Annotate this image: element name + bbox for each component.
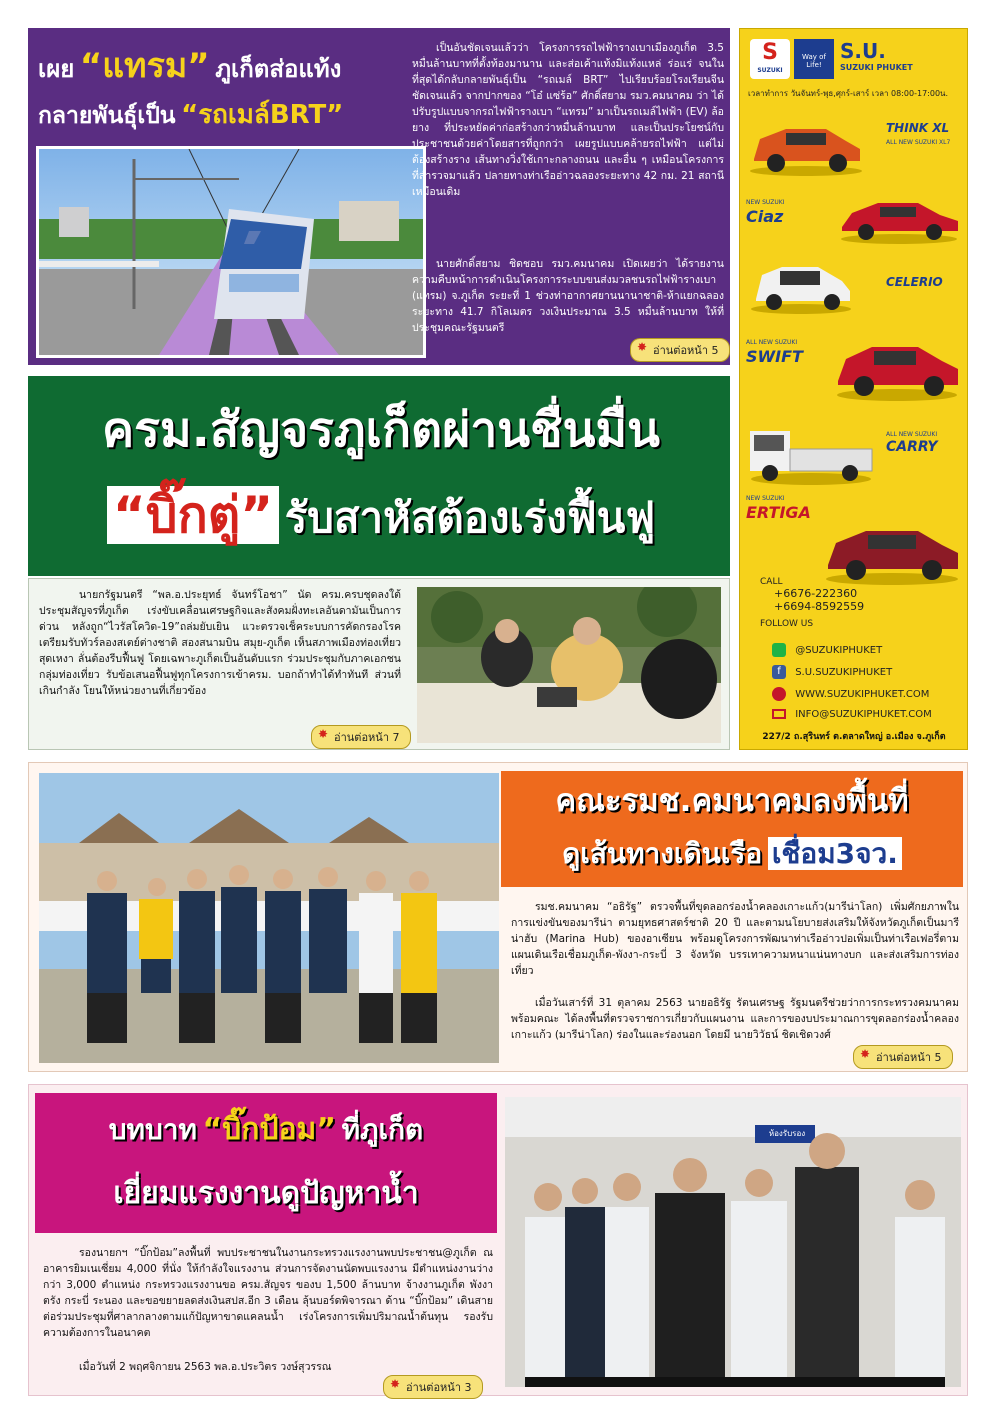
story2-read-more-label: อ่านต่อหน้า 7 [334, 731, 400, 744]
story2-paragraph: นายกรัฐมนตรี “พล.อ.ประยุทธ์ จันทร์โอชา” นัด ครม.ครบชุดลงใต้ ประชุมสัญจรที่ภูเก็ต เร่งขับเคลื่อนเศรษฐกิจและสังคมฝั่งทะเลอันดามันเป็นการด่วน หลังถูก“ไวรัสโควิด-19”ถล่มยับเยิน แวะตรวจเช็คระบบการคัดกรองโรค เตรียมรับทัวร์ลองสเตย์ต่างชาติ สองสนามบิน สมุย-ภูเก็ต เห็นสภาพเมืองท่องเที่ยวสุดเหงา ลั่นต้องรีบฟื้นฟู โดยเฉพาะภูเก็ตเป็นอันดับแรก ร่วมประชุมกับภาคเอกชนกลุ่มท่องเที่ยว รับข้อเสนอฟื้นฟูทุกโครงการเข้าครม. บอกถ้าทำได้ทำทันที ส่วนที่เกินกำลัง โยนให้หน่วยงานที่เกี่ยวข้อง [39, 589, 401, 697]
story3-paragraph2: เมื่อวันเสาร์ที่ 31 ตุลาคม 2563 นายอธิรัฐ รัตนเศรษฐ รัฐมนตรีช่วยว่าการกระทรวงคมนาคม พร้อมคณะ ได้ลงพื้นที่ตรวจราชการเกี่ยวกับแผนงาน และการของบประมาณการขุดลอกร่องน้ำคลองเกาะแก้ว (มารีน่าโลก) ร่องในและร่องนอก โดยมี นายวิวัธน์ ชิตเชิดวงศ์ [511, 997, 959, 1041]
car-ertiga[interactable] [746, 491, 962, 587]
story2-headline-rest: รับสาหัสต้องเร่งฟื้นฟู [284, 493, 656, 542]
story3-headline-line2 [507, 829, 957, 883]
story4-headline-block [35, 1093, 497, 1233]
story3-headline-line2-text: ดูเส้นทางเดินเรือ [562, 837, 763, 870]
line-icon [772, 643, 786, 657]
story3-paragraph1: รมช.คมนาคม “อธิรัฐ” ตรวจพื้นที่ขุดลอกร่องน้ำคลองเกาะแก้ว(มารีน่าโลก) เพิ่มศักยภาพในการแข่งขันของมารีน่า ตามยุทธศาสตร์ชาติ 20 ปี และตามนโยบายส่งเสริมให้จังหวัดภูเก็ตเป็นมารีน่าฮับ (Marina Hub) ของอาเซียน พร้อมดูโครงการพัฒนาท่าเรืออ่าวปอเพิ่มเป็นท่าเรือเฟอรี่ตามแผนเดินเรือเชื่อมภูเก็ต-พังงา-กระบี่ 3 จังหวัด บรรเทาความหนาแน่นทางบก และส่งเสริมการท่องเที่ยว [511, 901, 959, 977]
line-row[interactable] [772, 643, 962, 665]
story1-headline-line2-highlight: “รถเมล์BRT” [181, 100, 344, 130]
story3-headline-block [501, 771, 963, 887]
story4-headline-suffix: ที่ภูเก็ต [341, 1113, 424, 1146]
story3-headline-highlight: เชื่อม3จว. [768, 837, 902, 870]
story4-headline-prefix: บทบาท [108, 1113, 197, 1146]
story3-read-more[interactable] [853, 1045, 953, 1069]
line-handle: @SUZUKIPHUKET [795, 645, 883, 656]
story1-tram-image [36, 146, 426, 358]
follow-label: FOLLOW US [760, 619, 814, 629]
story4-labor-photo [505, 1097, 961, 1387]
story4-headline-line1 [39, 1101, 493, 1163]
story1-paragraph2: นายศักดิ์สยาม ชิดชอบ รมว.คมนาคม เปิดเผยว่า ได้รายงานความคืบหน้าการดำเนินโครงการระบบขนส่งมวลชนรถไฟฟ้ารางเบา (แทรม) จ.ภูเก็ต ระยะที่ 1 ช่วงท่าอากาศยานนานาชาติ-ห้าแยกฉลอง ระยะทาง 41.7 กิโลเมตร วงเงินประมาณ 3.5 หมื่นล้านบาท ให้ที่ประชุมคณะรัฐมนตรี [412, 258, 724, 334]
model-name-celerio: CELERIO [886, 275, 943, 289]
facebook-icon: f [772, 665, 786, 679]
suzuki-logo-icon: S SUZUKI [750, 39, 790, 79]
suzuki-brand-text: SUZUKI [757, 67, 783, 74]
story3-group-photo [39, 773, 499, 1063]
story2-read-more[interactable] [311, 725, 411, 749]
dealer-name: SUZUKI PHUKET [840, 63, 913, 72]
model-name-swift: SWIFT [746, 347, 803, 366]
email-address: INFO@SUZUKIPHUKET.COM [795, 709, 932, 720]
story4-headline-line2: เยี่ยมแรงงานดูปัญหาน้ำ [113, 1176, 419, 1211]
story4-read-more-label: อ่านต่อหน้า 3 [406, 1381, 472, 1394]
model-name-ciaz: Ciaz [746, 207, 784, 226]
story1-headline-line1 [38, 38, 430, 88]
star-icon: ✸ [637, 340, 648, 354]
suzuki-advertisement[interactable] [739, 28, 968, 750]
web-url: WWW.SUZUKIPHUKET.COM [795, 689, 930, 700]
story1-headline-highlight: “แทรม” [79, 46, 210, 86]
story4-paragraph1: รองนายกฯ “บิ๊กป้อม”ลงพื้นที่ พบประชาชนในงานกระทรวงแรงงานพบประชาชน@ภูเก็ต ณ อาคารยิมเนเซี่ยม 4,000 ที่นั่ง ให้กำลังใจแรงงาน ส่วนการจัดงานนัดพบแรงงาน มีตำแหน่งงานว่างกว่า 3,000 ตำแหน่ง กระทรวงแรงงานขอ ครม.สัญจร ของบ 1,500 ล้านบาท จ้างงานภูเก็ต พังงา ตรัง กระบี่ ระนอง และขอขยายลดส่งเงินสปส.อีก 3 เดือน ลุ้นบอร์ดพิจารณา ด้าน “บิ๊กป้อม” เดินสายต่อร่วมประชุมที่ศาลากลางตามแก้ปัญหาขาดแคลนน้ำ เร่งโครงการเพิ่มปริมาณน้ำต้นทุน รองรับความต้องการในอนาคต [43, 1247, 493, 1339]
story1-read-more[interactable] [630, 338, 730, 362]
story1-read-more-label: อ่านต่อหน้า 5 [653, 344, 719, 357]
call-label: CALL [760, 577, 783, 587]
facebook-row[interactable] [772, 665, 962, 687]
ad-address: 227/2 ถ.สุรินทร์ ต.ตลาดใหญ่ อ.เมือง จ.ภูเก็ต [762, 732, 946, 742]
story2-headline-block [28, 376, 730, 576]
car-ciaz[interactable] [746, 181, 962, 247]
photo-room-sign: ห้องรับรอง [768, 1129, 806, 1138]
story3-section [28, 762, 968, 1072]
ad-business-hours: เวลาทำการ วันจันทร์-พุธ,ศุกร์-เสาร์ เวลา 08:00-17:00น. [748, 89, 949, 98]
story1-headline-prefix: เผย [38, 55, 75, 83]
phone-1[interactable]: +6676-222360 [774, 587, 858, 600]
story2-cabinet-photo [417, 587, 721, 743]
story4-headline-highlight: “บิ๊กป้อม” [202, 1112, 337, 1147]
phone-2[interactable]: +6694-8592559 [774, 600, 865, 613]
dealer-logo-mark: S.U. [840, 39, 886, 63]
model-tag-xl7: ALL NEW SUZUKI XL7 [886, 139, 951, 146]
story2-headline-line2 [36, 476, 726, 572]
star-icon: ✸ [318, 727, 329, 741]
story1-headline-line2 [38, 94, 430, 138]
star-icon: ✸ [860, 1047, 871, 1061]
model-tag-carry: ALL NEW SUZUKI [886, 431, 938, 438]
story3-read-more-label: อ่านต่อหน้า 5 [876, 1051, 942, 1064]
brand-tagline: Way of Life! [802, 53, 826, 69]
story4-read-more[interactable] [383, 1375, 483, 1399]
ad-logo-bar [750, 37, 960, 83]
story4-paragraph2: เมื่อวันที่ 2 พฤศจิกายน 2563 พล.อ.ประวิตร วงษ์สุวรรณ [79, 1361, 332, 1373]
story1-headline-line2-prefix: กลายพันธุ์เป็น [38, 103, 176, 129]
ad-contact [760, 577, 960, 629]
story4-section [28, 1084, 968, 1396]
story1-paragraph1: เป็นอันชัดเจนแล้วว่า โครงการรถไฟฟ้ารางเบาเมืองภูเก็ต 3.5 หมื่นล้านบาทที่ตั้งท้องมานาน และส่อเค้าแท้งมิแท้งแหล่ ร่อแร่ จนในที่สุดได้กลับกลายพันธุ์เป็น “รถเมล์ BRT” ไปเรียบร้อยโรงเรียนจีนชัดเจนแล้ว จากปากของ “โอ๋ แซ่ร้อ” ศักดิ์สยาม รมว.คมนาคม ว่า ได้ปรับรูปแบบจากรถไฟฟ้ารางเบา “แทรม” มาเป็นรถเมล์ไฟฟ้า (EV) ล้อยาง ที่ประหยัดค่าก่อสร้างกว่าหมื่นล้านบาท และเป็นประโยชน์กับประชาชนด้วยค่าโดยสารที่ถูกกว่า เผยรูปแบบคล้ายรถไฟฟ้า แต่ไม่ต้องสร้างราง เส้นทางวิ่งใช้เกาะกลางถนน และอื่น ๆ เหมือนโครงการที่สำรวจมาแล้ว ปลายทางท่าเรืออ่าวฉลองระยะทาง 42 กม. 21 สถานี เหมือนเดิม [412, 42, 724, 198]
model-name-carry: CARRY [886, 439, 938, 455]
story2-body-panel [28, 578, 730, 750]
model-name-xl7: THINK XL [886, 121, 950, 135]
model-tag-ertiga: NEW SUZUKI [746, 495, 785, 502]
way-of-life-logo [794, 39, 834, 79]
story2-headline-highlight: “บิ๊กตู่” [107, 486, 279, 544]
story2-headline-line1: ครม.สัญจรภูเก็ตผ่านชื่นมื่น [102, 402, 660, 458]
story1-headline-suffix: ภูเก็ตส่อแท้ง [215, 55, 342, 83]
story1-section [28, 28, 730, 365]
car-celerio[interactable] [746, 251, 962, 315]
car-swift[interactable] [746, 321, 962, 403]
web-row[interactable] [772, 687, 962, 709]
model-tag-swift: ALL NEW SUZUKI [746, 339, 798, 346]
car-xl7[interactable] [746, 109, 962, 179]
ad-social-list [772, 643, 962, 731]
model-name-ertiga: ERTIGA [746, 503, 811, 522]
story3-headline-line1: คณะรมช.คมนาคมลงพื้นที่ [555, 783, 909, 819]
email-row[interactable] [772, 709, 962, 731]
email-icon [772, 709, 786, 719]
model-tag-ciaz: NEW SUZUKI [746, 199, 785, 206]
facebook-handle: S.U.SUZUKIPHUKET [795, 667, 893, 678]
dealer-logo [840, 39, 960, 79]
web-icon [772, 687, 786, 701]
star-icon: ✸ [390, 1377, 401, 1391]
car-carry[interactable] [746, 411, 962, 487]
